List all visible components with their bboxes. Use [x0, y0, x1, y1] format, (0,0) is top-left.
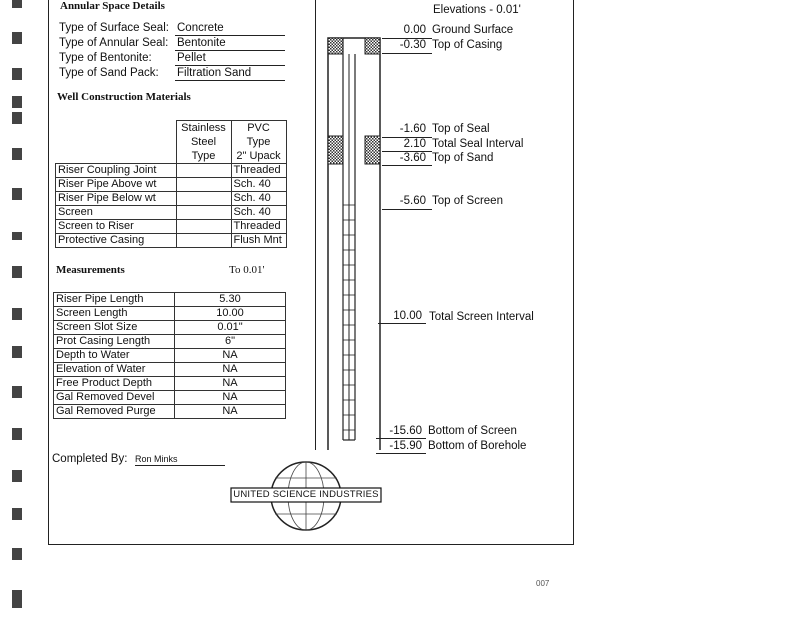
- material-pvc: Threaded: [231, 164, 286, 178]
- table-row: [54, 293, 286, 307]
- completed-label: Completed By:: [52, 453, 128, 465]
- material-ss: [176, 192, 231, 206]
- measure-label: Elevation of Water: [54, 363, 175, 377]
- material-pvc: Sch. 40: [231, 206, 286, 220]
- elevation-label: Top of Seal: [432, 123, 490, 135]
- surface-seal-right: [365, 38, 380, 54]
- measure-value: NA: [175, 377, 286, 391]
- measure-label: Screen Slot Size: [54, 321, 175, 335]
- annular-value: Bentonite: [175, 36, 285, 51]
- table-row: [54, 321, 286, 335]
- annular-row: [59, 36, 285, 51]
- elevation-label: Bottom of Borehole: [428, 440, 527, 452]
- annular-value: Pellet: [175, 51, 285, 66]
- completed-name: Ron Minks: [135, 453, 225, 466]
- material-ss: [176, 206, 231, 220]
- measure-label: Free Product Depth: [54, 377, 175, 391]
- elevation-label: Bottom of Screen: [428, 425, 517, 437]
- table-row: [54, 335, 286, 349]
- elevation-value: -5.60: [399, 195, 426, 207]
- header-line: Type: [191, 150, 216, 162]
- elevation-value: -15.90: [389, 440, 422, 452]
- annular-label: Type of Bentonite:: [59, 52, 152, 64]
- page-mark: 007: [536, 579, 550, 588]
- measurements-precision: To 0.01': [229, 264, 265, 276]
- measure-value: NA: [175, 391, 286, 405]
- material-pvc: Sch. 40: [231, 192, 286, 206]
- elevation-value: 2.10: [403, 138, 426, 150]
- elevation-label: Top of Screen: [432, 195, 503, 207]
- material-label: Screen: [56, 206, 177, 220]
- elevation-value: -15.60: [389, 425, 422, 437]
- annular-label: Type of Surface Seal:: [59, 22, 169, 35]
- annular-seal-right: [365, 136, 380, 164]
- measure-label: Gal Removed Devel: [54, 391, 175, 405]
- header-line: Steel: [190, 136, 217, 148]
- annular-row: [59, 51, 285, 66]
- annular-row: [59, 21, 285, 36]
- column-divider: [315, 0, 316, 450]
- header-line: Stainless: [181, 122, 226, 134]
- material-label: Riser Coupling Joint: [56, 164, 177, 178]
- table-row: [54, 363, 286, 377]
- measure-label: Depth to Water: [54, 349, 175, 363]
- measure-value: NA: [175, 349, 286, 363]
- table-row: [54, 349, 286, 363]
- measurements-table: [53, 292, 286, 419]
- annular-row: [59, 66, 285, 81]
- material-ss: [176, 178, 231, 192]
- material-label: Screen to Riser: [56, 220, 177, 234]
- materials-title: Well Construction Materials: [57, 91, 191, 103]
- borehole: [328, 38, 380, 450]
- header-line: PVC: [247, 122, 270, 134]
- elevation-value: 10.00: [393, 310, 422, 322]
- table-row: [54, 377, 286, 391]
- measure-value: NA: [175, 363, 286, 377]
- well-diagram: [318, 0, 408, 450]
- annular-value: Concrete: [175, 21, 285, 36]
- elevation-value: -1.60: [399, 123, 426, 135]
- measurements-title: Measurements: [56, 264, 125, 276]
- material-pvc: Flush Mnt: [231, 234, 286, 248]
- measure-label: Gal Removed Purge: [54, 405, 175, 419]
- annular-value: Filtration Sand: [175, 66, 285, 81]
- material-label: Riser Pipe Above wt: [56, 178, 177, 192]
- table-row: [54, 391, 286, 405]
- elevation-label: Top of Casing: [432, 39, 503, 51]
- materials-table: [55, 120, 287, 248]
- annular-details: [59, 21, 285, 81]
- surface-seal-left: [328, 38, 343, 54]
- header-pvc: [231, 121, 286, 164]
- header-line: 2" Upack: [236, 150, 281, 162]
- measure-value: 0.01": [175, 321, 286, 335]
- table-row: [56, 220, 287, 234]
- measure-label: Screen Length: [54, 307, 175, 321]
- elevation-value: 0.00: [403, 24, 426, 36]
- elevation-value: -3.60: [399, 152, 426, 164]
- table-row: [54, 405, 286, 419]
- material-label: Protective Casing: [56, 234, 177, 248]
- material-ss: [176, 220, 231, 234]
- elevation-label: Top of Sand: [432, 152, 494, 164]
- logo-text: UNITED SCIENCE INDUSTRIES: [233, 489, 379, 500]
- measure-value: NA: [175, 405, 286, 419]
- table-row: [56, 178, 287, 192]
- elevation-label: Total Screen Interval: [429, 311, 534, 323]
- material-pvc: Sch. 40: [231, 178, 286, 192]
- header-stainless: [176, 121, 231, 164]
- annular-label: Type of Annular Seal:: [59, 37, 169, 49]
- elevation-value: -0.30: [399, 39, 426, 51]
- elevation-label: Total Seal Interval: [432, 138, 524, 150]
- elevations-header: Elevations - 0.01': [433, 4, 521, 16]
- table-row: [56, 164, 287, 178]
- annular-label: Type of Sand Pack:: [59, 67, 159, 79]
- annular-title: Annular Space Details: [60, 0, 165, 12]
- table-row: [56, 206, 287, 220]
- materials-header-row: [56, 121, 287, 164]
- material-ss: [176, 164, 231, 178]
- material-pvc: Threaded: [231, 220, 286, 234]
- annular-seal-left: [328, 136, 343, 164]
- company-logo: [228, 458, 384, 534]
- table-row: [56, 234, 287, 248]
- header-line: Type: [246, 136, 271, 148]
- table-row: [54, 307, 286, 321]
- measure-value: 5.30: [175, 293, 286, 307]
- material-ss: [176, 234, 231, 248]
- measure-value: 6": [175, 335, 286, 349]
- measure-label: Prot Casing Length: [54, 335, 175, 349]
- measure-label: Riser Pipe Length: [54, 293, 175, 307]
- material-label: Riser Pipe Below wt: [56, 192, 177, 206]
- table-row: [56, 192, 287, 206]
- measure-value: 10.00: [175, 307, 286, 321]
- elevation-label: Ground Surface: [432, 24, 514, 36]
